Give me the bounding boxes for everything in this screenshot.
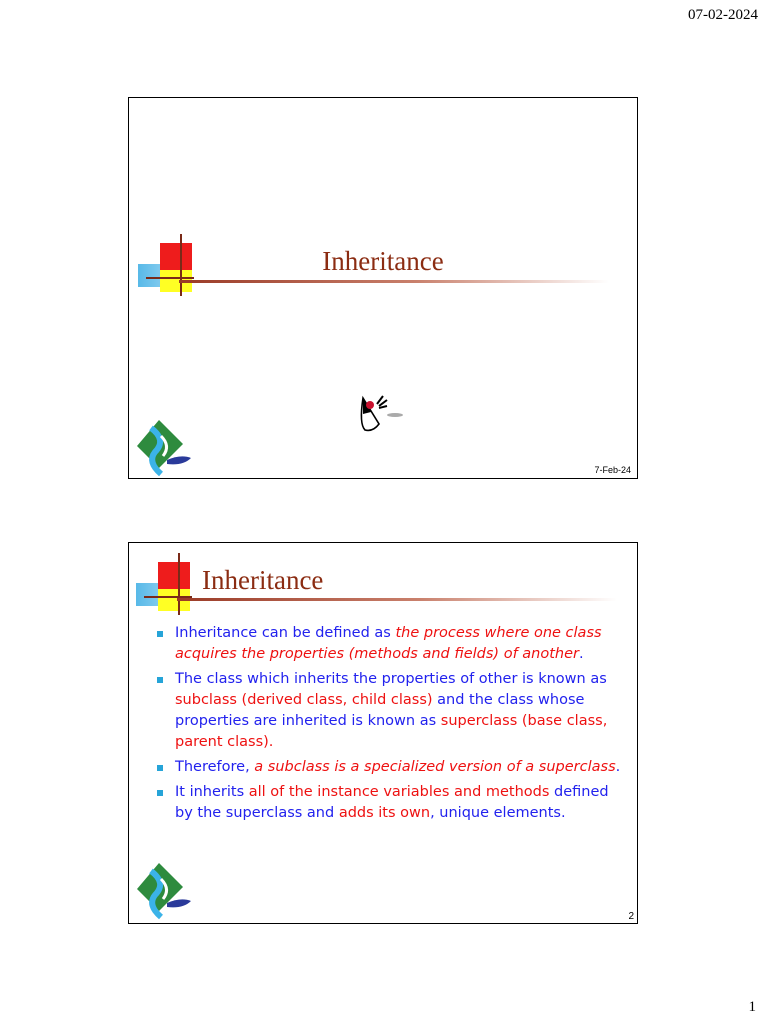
title-rule (177, 598, 617, 601)
school-logo-icon (137, 861, 193, 923)
bullet-text-segment: subclass (derived class, child class) (175, 692, 433, 708)
bullet-text-segment: , unique elements. (430, 805, 566, 821)
bullet-text-segment: superclass (base class, parent class). (175, 713, 608, 750)
bullet-text-segment: adds its own (338, 805, 431, 821)
bullet-text-segment: . (579, 646, 584, 662)
bullet-item (157, 669, 627, 753)
slide-number: 2 (628, 911, 634, 922)
bullet-text-segment: The class which inherits the properties of other is known as (175, 671, 607, 687)
bullet-marker-icon (157, 631, 163, 637)
java-duke-mascot-icon (357, 394, 409, 436)
bullet-text-segment: defined by the superclass and (175, 784, 609, 821)
title-rule (179, 280, 609, 283)
slide-title: Inheritance (202, 565, 324, 595)
bullet-text-segment: . (615, 759, 621, 775)
bullet-text-segment: Inheritance can be defined as (175, 625, 396, 641)
bullet-text-segment: and the class whose properties are inherited is known as (175, 692, 585, 729)
slide-1 (128, 97, 638, 479)
bullet-text-segment: all of the instance variables and methods (248, 784, 550, 800)
school-logo-icon (137, 418, 193, 479)
slide-title: Inheritance (322, 246, 444, 276)
bullet-marker-icon (157, 765, 163, 771)
bullet-text-segment: Therefore, (175, 759, 255, 775)
slide-footer-date: 7-Feb-24 (594, 465, 631, 475)
page-date: 07-02-2024 (688, 7, 758, 23)
bullet-text-segment: It inherits (175, 784, 249, 800)
bullet-list (157, 623, 627, 828)
decorative-squares-icon (135, 553, 197, 615)
bullet-marker-icon (157, 677, 163, 683)
bullet-marker-icon (157, 790, 163, 796)
page-number: 1 (748, 999, 756, 1015)
bullet-item (157, 623, 627, 665)
bullet-text-segment: the process where one class acquires the properties (methods and fields) of another (175, 625, 602, 662)
bullet-item (157, 757, 627, 778)
bullet-item (157, 782, 627, 824)
slide-2 (128, 542, 638, 924)
bullet-text-segment: a subclass is a specialized version of a superclass (254, 759, 616, 775)
